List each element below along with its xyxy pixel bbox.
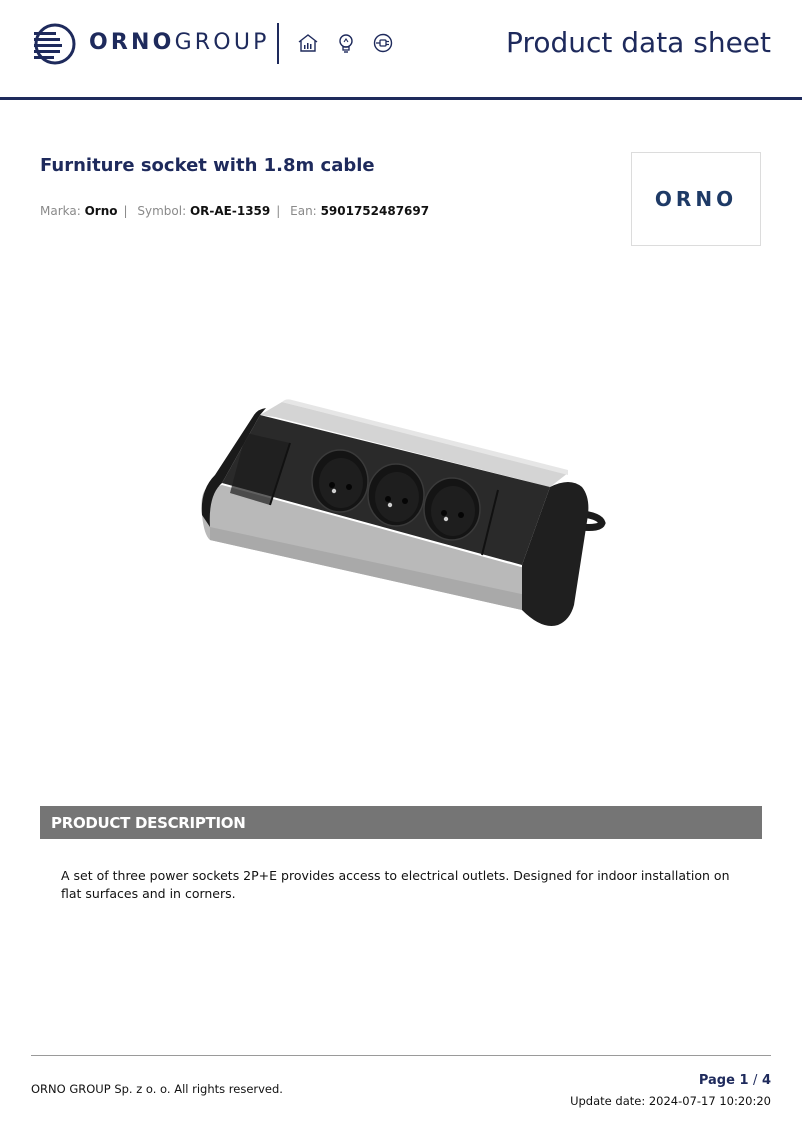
page-number [699,1073,771,1088]
header-divider [277,23,279,64]
product-description-header [40,806,762,839]
page-current: 1 [739,1073,749,1088]
plug-icon [372,32,394,54]
brand-logo-box [631,152,761,246]
orno-group-logo-text: ORNOGROUP [89,30,270,55]
orno-logo-mark [34,23,76,65]
section-heading: PRODUCT DESCRIPTION [51,813,246,832]
page-total: 4 [761,1073,771,1088]
lightbulb-icon [335,32,357,54]
ean-label: Ean: [290,204,317,218]
meta-separator: | [123,204,128,218]
symbol-label: Symbol: [137,204,187,218]
ean-value: 5901752487697 [320,204,430,218]
product-description-text: A set of three power sockets 2P+E provides access to electrical outlets. Designed for indoor installation on flat surfaces and in corners. [61,868,730,901]
product-title: Furniture socket with 1.8m cable [40,155,375,176]
smart-home-icon [297,32,319,54]
product-photo [150,265,650,780]
footer-rule [31,1055,771,1056]
page-separator: / [753,1073,758,1088]
page-label: Page [698,1073,735,1088]
product-meta [40,204,429,218]
brand-value: Orno [84,204,118,218]
update-date: Update date: 2024-07-17 10:20:20 [570,1094,771,1108]
page-title: Product data sheet [506,26,771,59]
brand-label: Marka: [40,204,81,218]
meta-separator: | [276,204,281,218]
header-rule [0,97,802,100]
copyright-notice: ORNO GROUP Sp. z o. o. All rights reserved. [31,1082,283,1096]
orno-brand-logo: ORNO [654,187,738,211]
symbol-value: OR-AE-1359 [189,204,271,218]
